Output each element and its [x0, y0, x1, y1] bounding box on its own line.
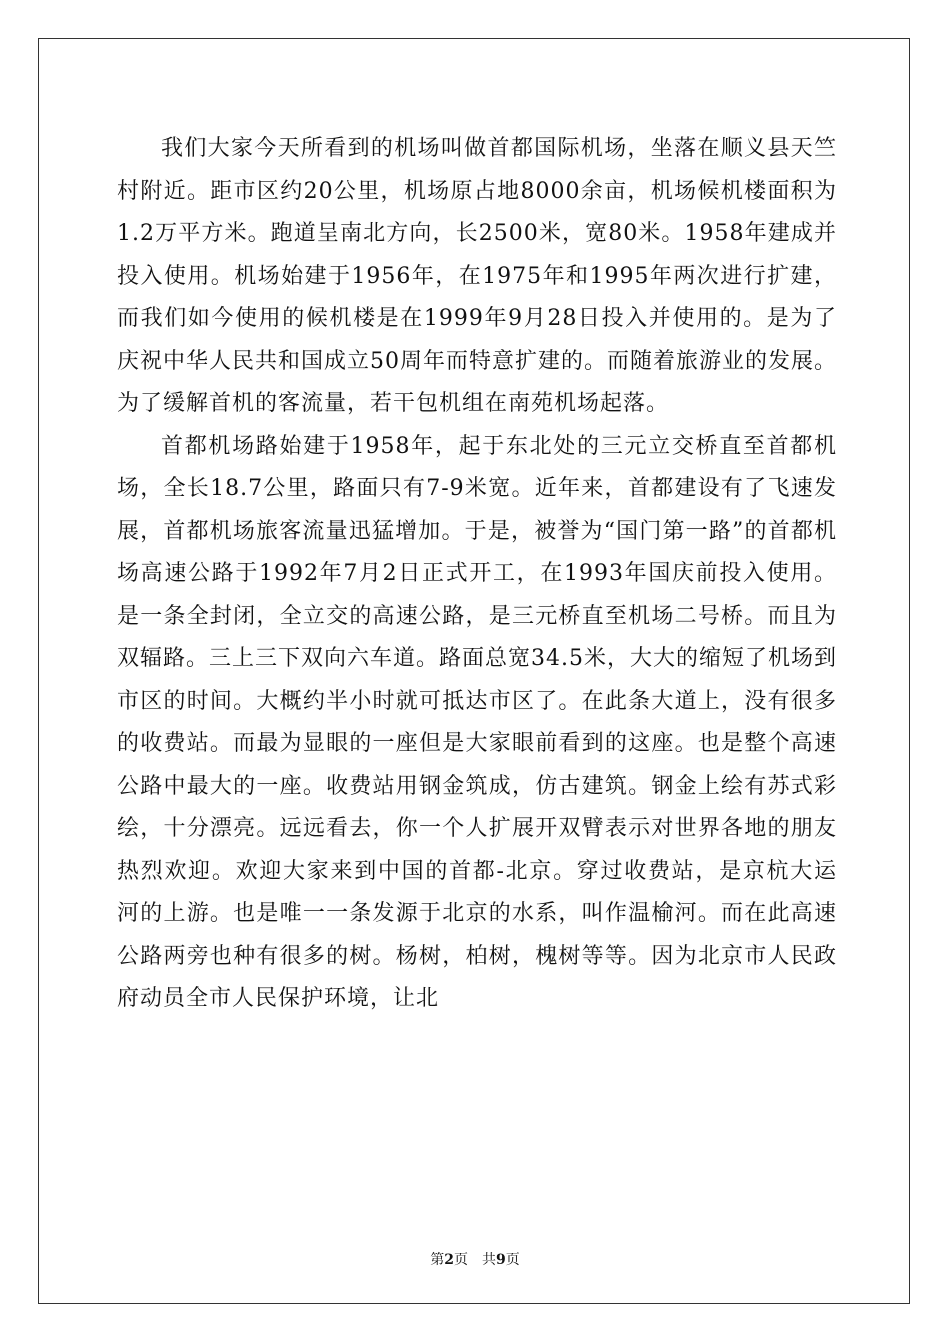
- page-current: 2: [444, 1252, 454, 1268]
- page-prefix: 第: [430, 1252, 445, 1268]
- document-body: [117, 128, 837, 1021]
- page-total: 9: [496, 1252, 506, 1268]
- paragraph-2: 首都机场路始建于1958年，起于东北处的三元立交桥直至首都机场，全长18.7公里，路面只有7-9米宽。近年来，首都建设有了飞速发展，首都机场旅客流量迅猛增加。于是，被誉为“国门第一路”的首都机场高速公路于1992年7月2日正式开工，在1993年国庆前投入使用。是一条全封闭，全立交的高速公路，是三元桥直至机场二号桥。而且为双辐路。三上三下双向六车道。路面总宽34.5米，大大的缩短了机场到市区的时间。大概约半小时就可抵达市区了。在此条大道上，没有很多的收费站。而最为显眼的一座但是大家眼前看到的这座。也是整个高速公路中最大的一座。收费站用钢金筑成，仿古建筑。钢金上绘有苏式彩绘，十分漂亮。远远看去，你一个人扩展开双臂表示对世界各地的朋友热烈欢迎。欢迎大家来到中国的首都-北京。穿过收费站，是京杭大运河的上游。也是唯一一条发源于北京的水系，叫作温榆河。而在此高速公路两旁也种有很多的树。杨树，柏树，槐树等等。因为北京市人民政府动员全市人民保护环境，让北: [117, 433, 837, 1011]
- page-suffix: 页: [505, 1252, 520, 1268]
- paragraph-1: 我们大家今天所看到的机场叫做首都国际机场，坐落在顺义县天竺村附近。距市区约20公里，机场原占地8000余亩，机场候机楼面积为1.2万平方米。跑道呈南北方向，长2500米，宽80米。1958年建成并投入使用。机场始建于1956年，在1975年和1995年两次进行扩建，而我们如今使用的候机楼是在1999年9月28日投入并使用的。是为了庆祝中华人民共和国成立50周年而特意扩建的。而随着旅游业的发展。为了缓解首机的客流量，若干包机组在南苑机场起落。: [117, 136, 837, 416]
- page-footer: [0, 1249, 950, 1269]
- page-mid: 页 共: [454, 1252, 496, 1268]
